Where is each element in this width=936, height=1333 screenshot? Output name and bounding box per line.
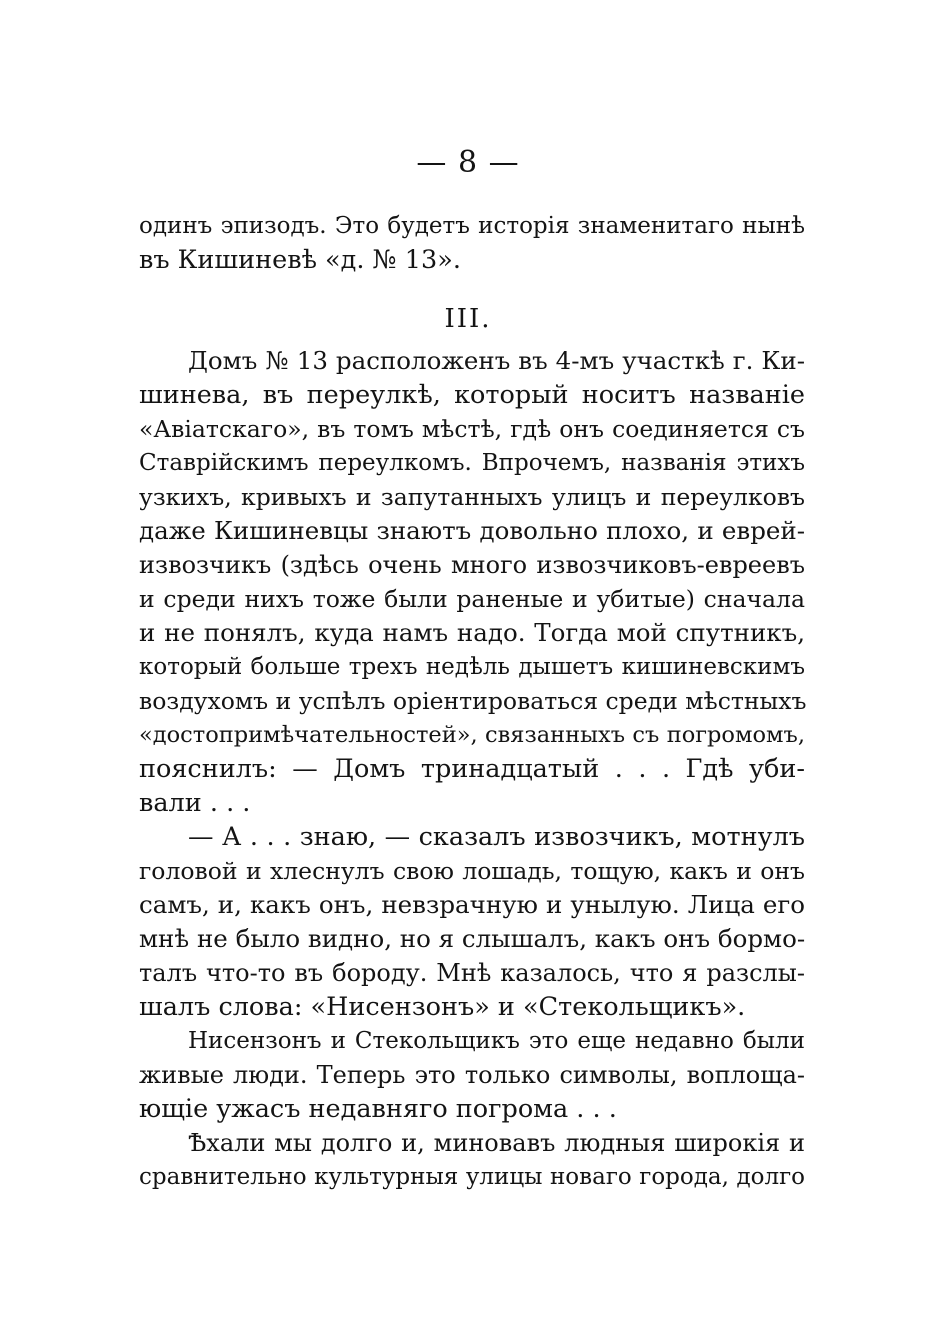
text-line: даже Кишиневцы знаютъ довольно плохо, и еврей- xyxy=(139,516,805,545)
text-line: «Авіатскаго», въ томъ мѣстѣ, гдѣ онъ соединяется съ xyxy=(139,415,805,443)
text-line: Ставрійскимъ переулкомъ. Впрочемъ, названія этихъ xyxy=(139,450,805,476)
text-line: Домъ № 13 расположенъ въ 4-мъ участкѣ г. Ки- xyxy=(188,346,805,375)
text-line: мнѣ не было видно, но я слышалъ, какъ онъ бормо- xyxy=(139,924,806,953)
text-line: головой и хлеснулъ свою лошадь, тощую, какъ и онъ xyxy=(139,857,805,885)
text-line: воздухомъ и успѣлъ оріентироваться среди мѣстныхъ xyxy=(139,687,807,715)
text-line: узкихъ, кривыхъ и запутанныхъ улицъ и переулковъ xyxy=(139,483,805,511)
text-line: талъ что-то въ бороду. Мнѣ казалось, что я разслы- xyxy=(139,959,805,987)
text-line: шалъ слова: «Нисензонъ» и «Стекольщикъ». xyxy=(139,992,746,1022)
text-line: пояснилъ: — Домъ тринадцатый . . . Гдѣ уби- xyxy=(139,754,805,784)
text-line: одинъ эпизодъ. Это будетъ исторія знаменитаго нынѣ xyxy=(139,213,805,239)
text-line: извозчикъ (здѣсь очень много извозчиковъ-евреевъ xyxy=(139,551,805,579)
text-line: шинева, въ переулкѣ, который носитъ названіе xyxy=(139,380,805,410)
text-line: и среди нихъ тоже были раненые и убитые) сначала xyxy=(139,585,805,613)
text-line: и не понялъ, куда намъ надо. Тогда мой спутникъ, xyxy=(139,618,805,647)
section-heading: III. xyxy=(444,304,492,334)
text-line: самъ, и, какъ онъ, невзрачную и унылую. Лица его xyxy=(139,890,805,919)
text-line: живые люди. Теперь это только символы, воплоща- xyxy=(139,1061,805,1089)
text-line: Нисензонъ и Стекольщикъ это еще недавно были xyxy=(188,1028,805,1054)
text-line: «достопримѣчательностей», связанныхъ съ погромомъ, xyxy=(139,722,805,748)
text-line: сравнительно культурныя улицы новаго города, долго xyxy=(139,1164,805,1190)
page-number: — 8 — xyxy=(416,145,520,180)
text-line: въ Кишиневѣ «д. № 13». xyxy=(139,245,461,275)
text-line: ющіе ужасъ недавняго погрома . . . xyxy=(139,1094,617,1124)
text-line: вали . . . xyxy=(139,788,251,818)
text-line: — А . . . знаю, — сказалъ извозчикъ, мотнулъ xyxy=(188,822,805,852)
text-line: Ѣхали мы долго и, миновавъ людныя широкія и xyxy=(188,1129,805,1157)
text-line: который больше трехъ недѣль дышетъ кишиневскимъ xyxy=(139,654,805,680)
